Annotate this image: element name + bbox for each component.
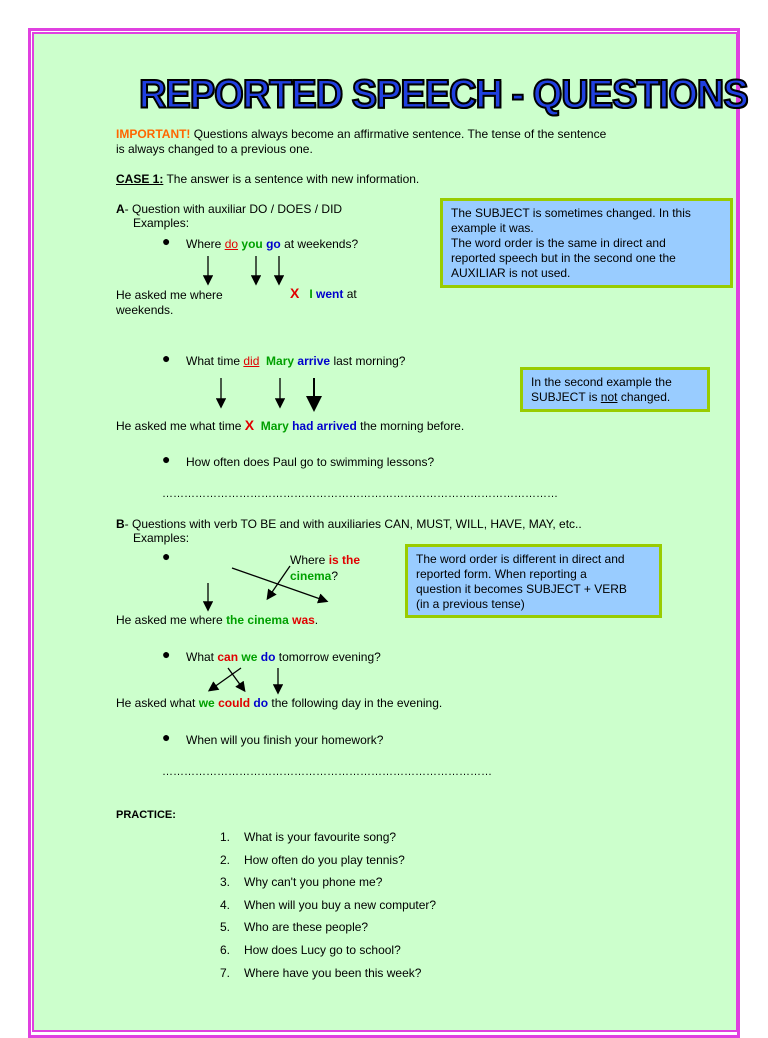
practice-question: Why can't you phone me? — [244, 875, 383, 890]
a-text: He asked me where — [116, 613, 227, 627]
bullet-icon: ● — [162, 233, 171, 249]
note-line: question it becomes SUBJECT + VERB — [416, 582, 627, 596]
bullet-icon: ● — [162, 350, 171, 366]
note-line: reported speech but in the second one the — [451, 251, 676, 265]
a-verb: do — [253, 696, 269, 710]
bullet-icon: ● — [162, 729, 171, 745]
practice-number: 5. — [220, 920, 231, 935]
practice-number: 1. — [220, 830, 231, 844]
note-line: reported form. When reporting a — [416, 567, 587, 581]
x-mark: X — [244, 417, 255, 433]
answer-dots-a: ……………………………………………………………………………………………… — [162, 488, 558, 500]
practice-number: 4. — [220, 897, 231, 912]
practice-question: How does Lucy go to school? — [244, 943, 401, 957]
practice-question: How often do you play tennis? — [244, 852, 405, 867]
intro-line-2: is always changed to a previous one. — [116, 142, 313, 156]
section-a-examples: Examples: — [133, 216, 190, 230]
case1-text: The answer is a sentence with new information. — [163, 172, 420, 186]
a-subject: Mary — [260, 419, 289, 433]
practice-number: 3. — [220, 875, 231, 890]
q-rest: last morning? — [330, 354, 406, 368]
note-emphasis: not — [600, 390, 618, 404]
q-text: Where — [186, 237, 225, 251]
practice-number: 7. — [220, 965, 231, 980]
section-a-letter: A — [116, 202, 125, 216]
q-subject: we — [241, 650, 258, 664]
q-aux: can — [217, 650, 239, 664]
note-text: SUBJECT is — [531, 390, 601, 404]
a-subject: the cinema — [226, 613, 289, 627]
note-line: The SUBJECT is sometimes changed. In this — [451, 206, 691, 220]
note-line: The word order is the same in direct and — [451, 236, 666, 250]
intro-text-1: Questions always become an affirmative sentence. The tense of the sentence — [190, 127, 607, 141]
practice-question: What is your favourite song? — [244, 830, 397, 844]
note-line: example it was. — [451, 221, 534, 235]
bullet-icon: ● — [162, 548, 171, 564]
section-a-text: - Question with auxiliar DO / DOES / DID — [124, 202, 343, 216]
practice-label: PRACTICE: — [116, 809, 176, 821]
section-b-text: - Questions with verb TO BE and with auxiliaries CAN, MUST, WILL, HAVE, MAY, etc.. — [124, 517, 582, 531]
x-mark: X — [290, 285, 300, 301]
a-rest: the morning before. — [356, 419, 465, 433]
practice-number: 2. — [220, 852, 231, 867]
note-line: (in a previous tense) — [416, 597, 525, 611]
answer-dots-b: ……………………………………………………………………………… — [162, 766, 492, 778]
note-line: In the second example the — [531, 375, 672, 389]
a-rest: at — [343, 287, 357, 301]
q-subject: cinema — [290, 569, 332, 583]
q-rest: ? — [331, 569, 339, 583]
note-line: The word order is different in direct and — [416, 552, 625, 566]
a-question-3: How often does Paul go to swimming lessons? — [186, 455, 435, 469]
a-verb: went — [316, 287, 344, 301]
practice-question: When will you buy a new computer? — [244, 897, 437, 912]
practice-question: Where have you been this week? — [244, 965, 422, 980]
q-subject: you — [241, 237, 263, 251]
a-verb: had arrived — [292, 419, 357, 433]
note-text: changed. — [617, 390, 671, 404]
q-verb: go — [266, 237, 281, 251]
q-verb: do — [260, 650, 276, 664]
a-text: He asked what — [116, 696, 199, 710]
a-rest: . — [314, 613, 319, 627]
a-answer-1-line1: He asked me where — [116, 288, 223, 302]
q-text: What — [186, 650, 218, 664]
arrow — [232, 568, 326, 601]
q-aux: do — [224, 237, 239, 251]
q-rest: tomorrow evening? — [275, 650, 381, 664]
practice-question: Who are these people? — [244, 920, 369, 935]
a-answer-1-line2: weekends. — [116, 303, 174, 317]
q-subject: Mary — [266, 354, 295, 368]
a-rest: the following day in the evening. — [268, 696, 443, 710]
a-verb: was — [292, 613, 315, 627]
q-rest: at weekends? — [280, 237, 359, 251]
q-verb: is the — [328, 553, 361, 567]
bullet-icon: ● — [162, 451, 171, 467]
a-subject: we — [198, 696, 215, 710]
section-b-examples: Examples: — [133, 531, 190, 545]
a-subject: I — [309, 287, 313, 301]
a-text: He asked me what time — [116, 419, 245, 433]
b-question-3: When will you finish your homework? — [186, 733, 384, 747]
practice-number: 6. — [220, 943, 231, 957]
section-b-letter: B — [116, 517, 125, 531]
a-aux: could — [218, 696, 251, 710]
bullet-icon: ● — [162, 646, 171, 662]
q-aux: did — [243, 354, 260, 368]
case1-label: CASE 1: — [116, 172, 164, 186]
note-line: AUXILIAR is not used. — [451, 266, 571, 280]
important-label: IMPORTANT! — [116, 127, 191, 141]
q-text: Where — [290, 553, 329, 567]
q-text: What time — [186, 354, 244, 368]
page-title: REPORTED SPEECH - QUESTIONS — [139, 72, 748, 118]
q-verb: arrive — [297, 354, 331, 368]
